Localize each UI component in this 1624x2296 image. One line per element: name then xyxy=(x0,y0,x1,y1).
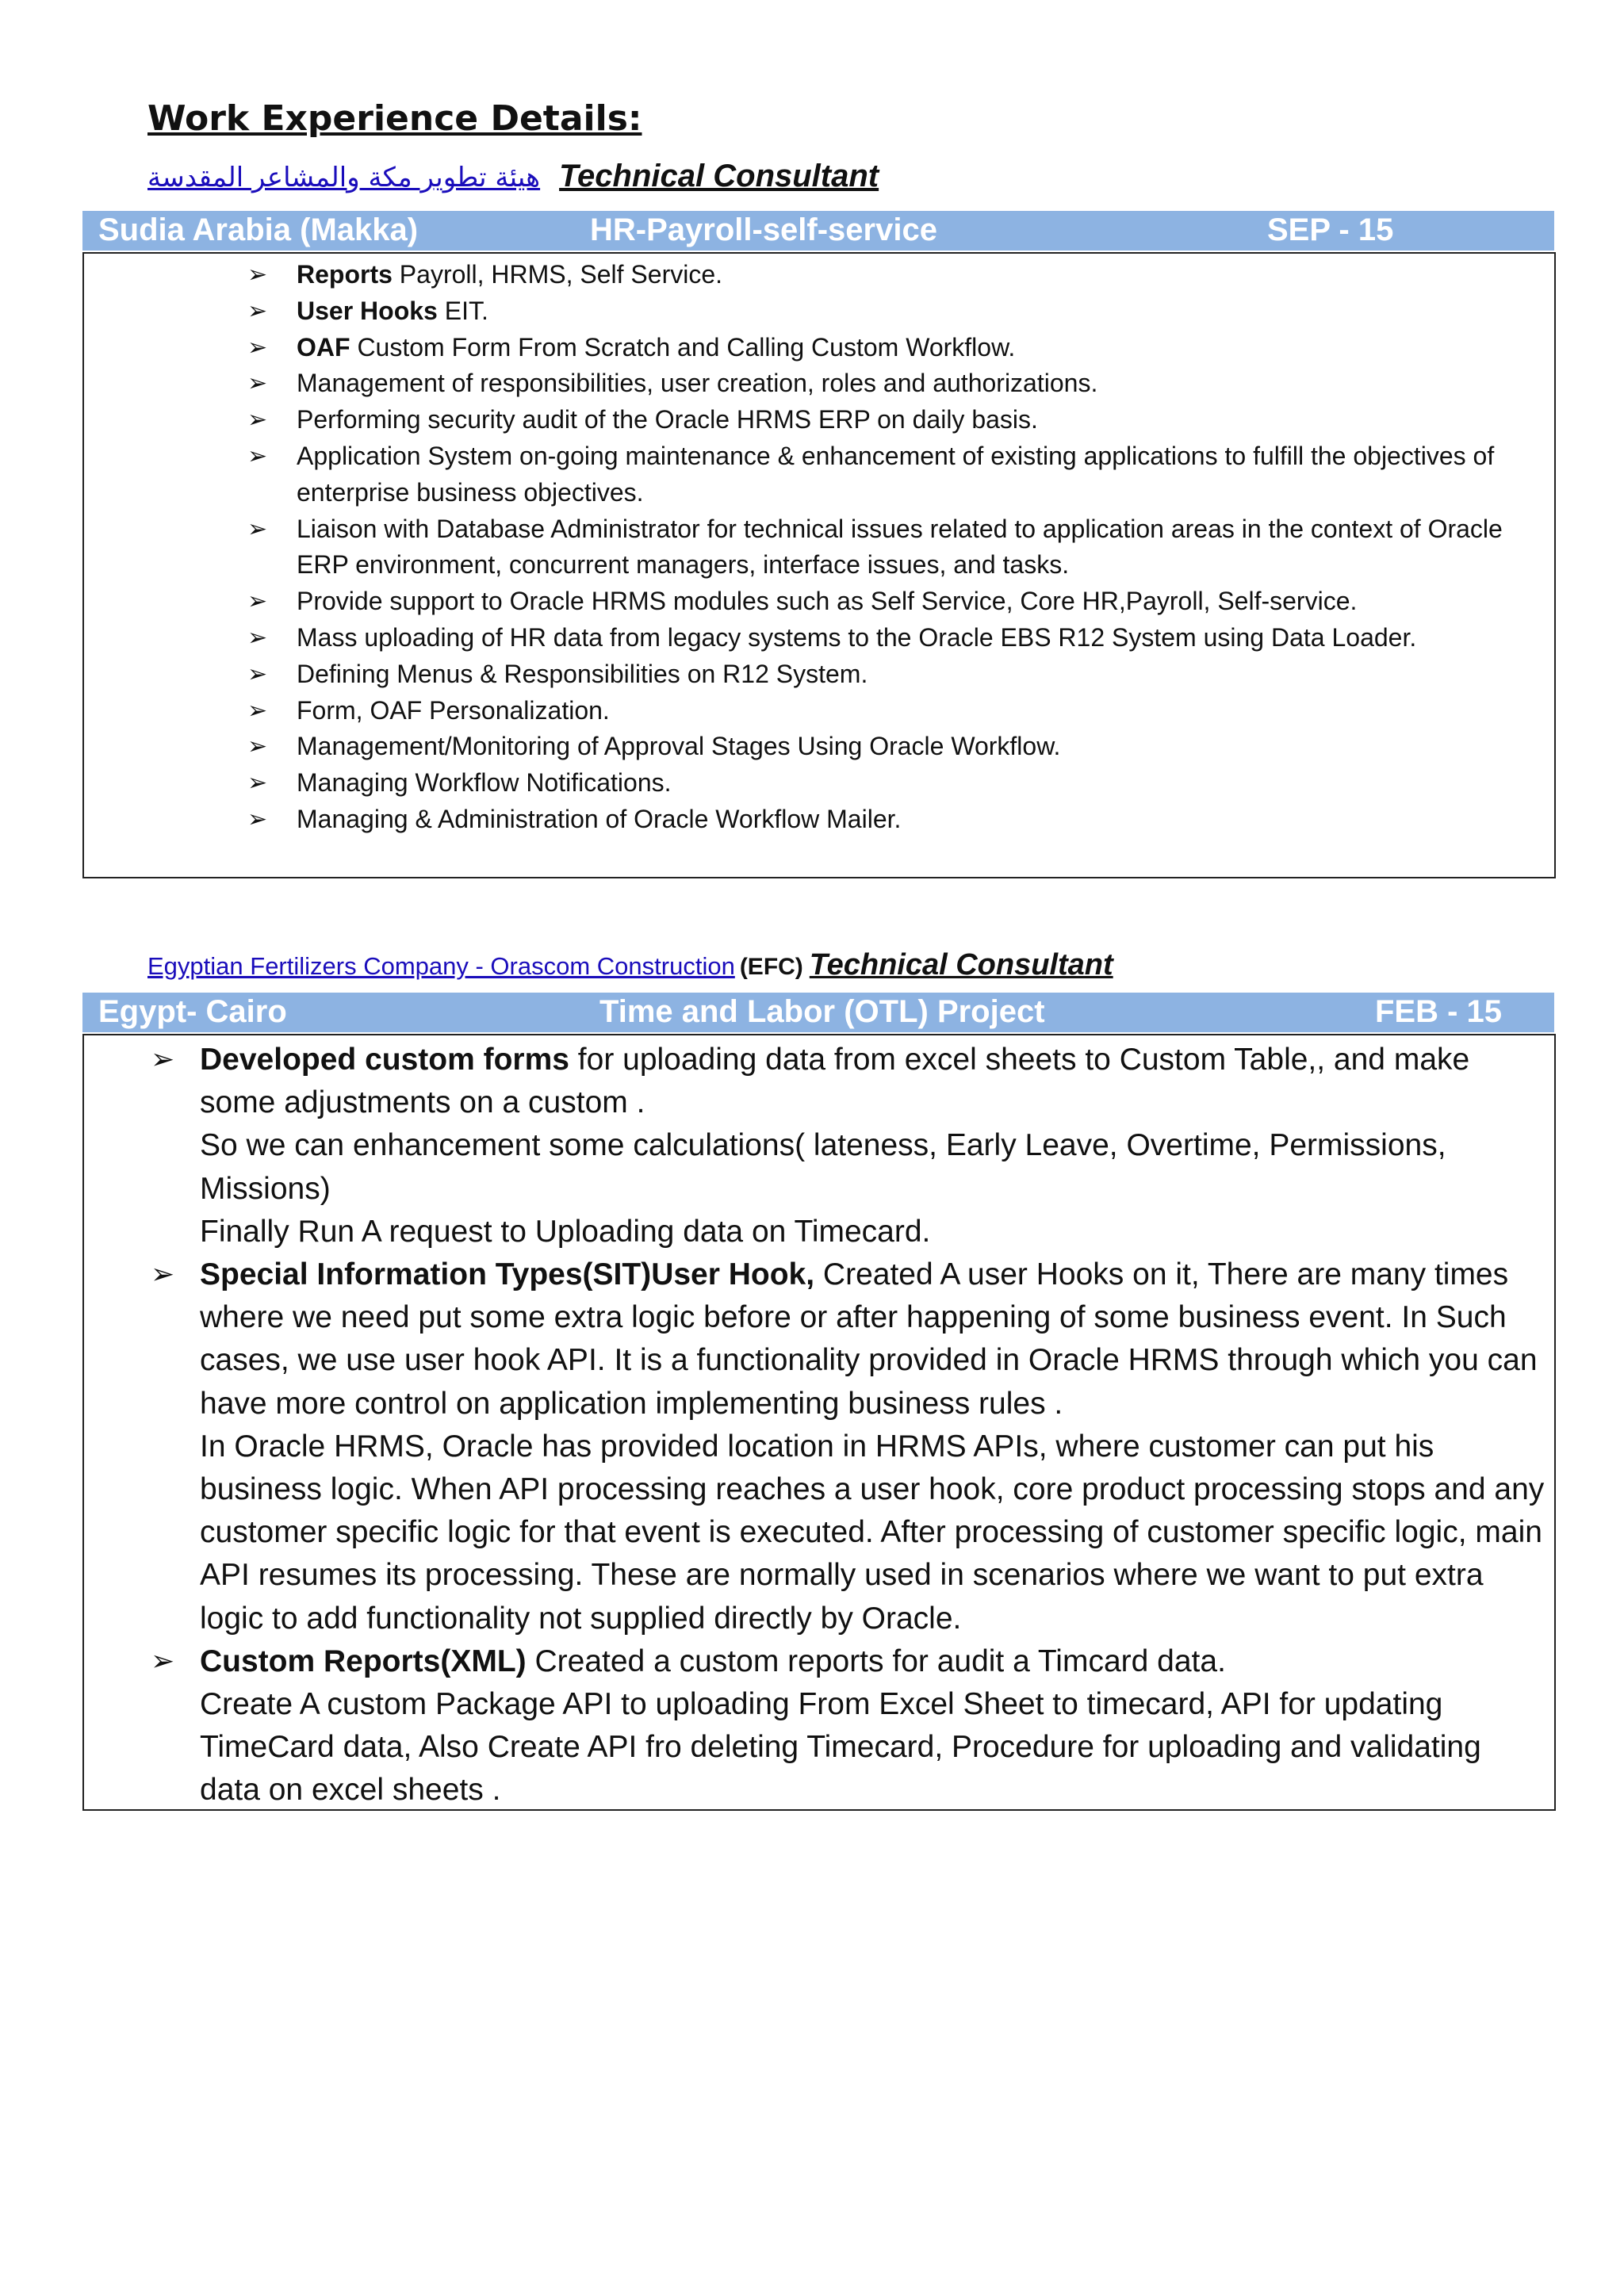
job-1-header-line xyxy=(147,159,879,194)
arrow-bullet-icon: ➢ xyxy=(247,406,268,434)
arrow-bullet-icon: ➢ xyxy=(247,297,268,325)
list-item: ➢ Managing Workflow Notifications. xyxy=(247,765,1548,802)
job-1-details-box xyxy=(82,252,1556,878)
job-1-location: Sudia Arabia (Makka) xyxy=(98,212,419,247)
arrow-bullet-icon: ➢ xyxy=(151,1043,175,1076)
list-item: ➢ Custom Reports(XML) Created a custom reports for audit a Timcard data. Create A custom Package API to uploading From Excel Sheet to timecard, API for updating TimeCard data, Also Create API fro deleting Timecard, Procedure for uploading and validating data on excel sheets . xyxy=(151,1640,1546,1812)
list-item: ➢ Management/Monitoring of Approval Stages Using Oracle Workflow. xyxy=(247,729,1548,765)
list-item: ➢ Application System on-going maintenance & enhancement of existing applications to fulfill the objectives of enterprise business objectives. xyxy=(247,438,1548,511)
job-2-bullet-list xyxy=(151,1039,1546,1812)
arrow-bullet-icon: ➢ xyxy=(247,805,268,833)
arrow-bullet-icon: ➢ xyxy=(247,333,268,362)
arrow-bullet-icon: ➢ xyxy=(247,261,268,289)
list-item: ➢ Reports Payroll, HRMS, Self Service. xyxy=(247,257,1548,293)
list-item: ➢ Defining Menus & Responsibilities on R12 System. xyxy=(247,656,1548,693)
list-item: ➢ Provide support to Oracle HRMS modules such as Self Service, Core HR,Payroll, Self-service. xyxy=(247,584,1548,620)
list-item: ➢ Managing & Administration of Oracle Workflow Mailer. xyxy=(247,802,1548,838)
job-1-bullet-list xyxy=(247,257,1548,838)
arrow-bullet-icon: ➢ xyxy=(151,1644,175,1678)
list-item: ➢ Developed custom forms for uploading data from excel sheets to Custom Table,, and make some adjustments on a custom . So we can enhancement some calculations( lateness, Early Leave, Overtime, Permissions, Missions) Finally Run A request to Uploading data on Timecard. xyxy=(151,1039,1546,1253)
job-2-employer-link[interactable]: Egyptian Fertilizers Company - Orascom Construction xyxy=(147,952,735,980)
section-title: Work Experience Details: xyxy=(147,98,642,139)
arrow-bullet-icon: ➢ xyxy=(247,369,268,398)
arrow-bullet-icon: ➢ xyxy=(247,515,268,543)
job-2-employer-abbr: (EFC) xyxy=(739,954,803,980)
job-2-date: FEB - 15 xyxy=(1375,994,1503,1029)
arrow-bullet-icon: ➢ xyxy=(247,442,268,470)
job-2-role: Technical Consultant xyxy=(809,948,1113,982)
list-item: ➢ Liaison with Database Administrator for technical issues related to application areas in the context of Oracle ERP environment, concurrent managers, interface issues, and tasks. xyxy=(247,511,1548,584)
arrow-bullet-icon: ➢ xyxy=(247,660,268,688)
job-1-role: Technical Consultant xyxy=(559,159,879,193)
list-item: ➢ Form, OAF Personalization. xyxy=(247,693,1548,729)
job-1-employer-link[interactable]: هيئة تطوير مكة والمشاعر المقدسة xyxy=(147,162,541,193)
arrow-bullet-icon: ➢ xyxy=(247,696,268,725)
list-item: ➢ Mass uploading of HR data from legacy systems to the Oracle EBS R12 System using Data Loader. xyxy=(247,620,1548,656)
list-item: ➢ Special Information Types(SIT)User Hook, Created A user Hooks on it, There are many times where we need put some extra logic before or after happening of some business event. In Such cases, we use user hook API. It is a functionality provided in Oracle HRMS through which you can have more control on application implementing business rules . In Oracle HRMS, Oracle has provided location in HRMS APIs, where customer can put his business logic. When API processing reaches a user hook, core product processing stops and any customer specific logic for that event is executed. After processing of customer specific logic, main API resumes its processing. These are normally used in scenarios where we want to put extra logic to add functionality not supplied directly by Oracle. xyxy=(151,1253,1546,1640)
job-2-info-bar xyxy=(82,993,1554,1032)
arrow-bullet-icon: ➢ xyxy=(151,1258,175,1292)
list-item: ➢ User Hooks EIT. xyxy=(247,293,1548,330)
list-item: ➢ Management of responsibilities, user creation, roles and authorizations. xyxy=(247,365,1548,402)
arrow-bullet-icon: ➢ xyxy=(247,769,268,798)
job-1-date: SEP - 15 xyxy=(1267,212,1394,247)
job-1-info-bar xyxy=(82,211,1554,251)
job-2-location: Egypt- Cairo xyxy=(98,994,287,1029)
arrow-bullet-icon: ➢ xyxy=(247,623,268,652)
job-2-details-box xyxy=(82,1034,1556,1811)
job-2-header-line xyxy=(147,948,1113,982)
job-1-project: HR-Payroll-self-service xyxy=(590,212,937,247)
arrow-bullet-icon: ➢ xyxy=(247,587,268,616)
job-2-project: Time and Labor (OTL) Project xyxy=(599,994,1045,1029)
list-item: ➢ Performing security audit of the Oracle HRMS ERP on daily basis. xyxy=(247,402,1548,438)
list-item: ➢ OAF Custom Form From Scratch and Calling Custom Workflow. xyxy=(247,330,1548,366)
arrow-bullet-icon: ➢ xyxy=(247,733,268,761)
